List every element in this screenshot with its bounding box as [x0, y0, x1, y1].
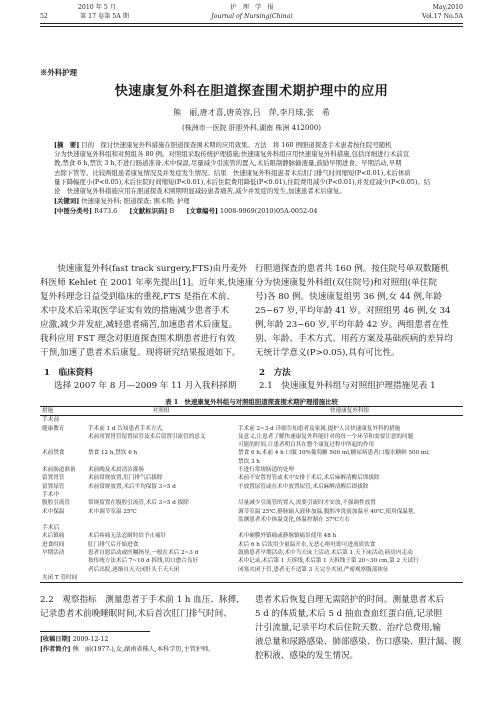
table-cell-fts — [236, 532, 463, 540]
table-cell-fts — [236, 474, 463, 482]
header-rule-thin — [40, 26, 463, 27]
abstract-line: 量下降幅度小(P<0.05),术后住院时间缩短(P<0.01),术后住院费用降低(P<0.01),住院费用减少(P<0.01),并发症减少(P<0.05)。结 — [54, 177, 431, 186]
table-section-row — [40, 524, 463, 532]
section-heading-clinical-data: 1 临床资料 — [44, 368, 93, 378]
body-line: 分为快速康复外科组(双住院号)和对照组(单住院 — [255, 278, 437, 288]
classification-line: [中图分类号] R473.6 [文献标识码] B [文章编号] 1008-9969(2010)05A-0052-04 — [54, 207, 318, 216]
table-cell-line: 术前常规放置,术后平均保留 3~5 d — [88, 483, 176, 490]
table-cell-line: 监测患者术中体温变化,体温控制在 37℃左右 — [238, 516, 351, 523]
sample-description — [255, 262, 463, 360]
table-cell-line: 患者自愿活动或医嘱指导,一般在术后 2~3 d — [88, 550, 199, 557]
footnote-rule — [40, 631, 150, 632]
table-cell-line: 术前用置胃管留置尿管及术后留置引流管的意义 — [88, 433, 206, 440]
document-code: B — [169, 207, 175, 216]
table — [40, 406, 463, 583]
table-section-label: 手术前 — [42, 417, 60, 424]
table-cell-item: 术前禁食 — [42, 450, 65, 457]
table-cell-line: 常规留置在腹腔引流管,术后 3~5 d 拔除 — [88, 500, 189, 507]
table-cell-line: 鼓励患者早期活动,术中当天床上活动,术后第 1 天下床活动,病房内走动 — [238, 550, 413, 557]
table-caption: 表 1 快速康复外科组与对照组胆道探查围术期护理措施比较 — [165, 398, 338, 406]
table-cell-item: 健康教育 — [42, 425, 65, 432]
table-cell-fts — [236, 466, 463, 474]
journal-subtitle: Journal of Nursing(China) — [211, 13, 293, 20]
article-number: 1008-9969(2010)05A-0052-04 — [220, 207, 318, 216]
table-cell-fts — [236, 574, 463, 583]
subsection-2-1: 2.1 快速康复外科组与对照组护理措施见表 1 — [259, 381, 436, 391]
table-cell-line: 按传统方法术后 7~10 d 拆线,切口愈合良好 — [88, 558, 198, 565]
table-cell-line: 术前常规放置,肛门排气后拔除 — [88, 475, 163, 482]
header-date: 2010 年 5 月 — [78, 4, 116, 11]
table-cell-control — [86, 574, 236, 583]
observation-indicators — [255, 593, 463, 663]
table-cell-fts — [236, 449, 463, 466]
body-line: 患者术后恢复自理无需陪护的时间。测量患者术后 — [255, 595, 445, 605]
abstract — [54, 141, 453, 217]
table-cell-control — [86, 483, 236, 491]
table-cell-fts — [236, 549, 463, 574]
table-cell-line: 手术前 1 d 告知患者手术方式, — [88, 425, 164, 432]
table-cell-item: 留置胃管 — [42, 475, 65, 482]
table-row — [40, 425, 463, 450]
authors: 熊 丽,唐才喜,唐英容,吕 萍,李月球,张 希 — [173, 108, 330, 117]
table-row — [40, 449, 463, 466]
abstract-line: 论 快速康复外科措施应用在胆道探查术围期明显减轻患者痛苦,减少并发症的发生,加速患者术后康复。 — [54, 187, 346, 196]
body-line: 行胆道探查的患者共 160 例。按住院号单双数随机 — [255, 264, 449, 274]
article-title: 快速康复外科在胆道探查围术期护理中的应用 — [114, 84, 389, 99]
affiliation: (株洲市一医院 肝胆外科,湖南 株洲 412000) — [181, 124, 322, 132]
table-row — [40, 574, 463, 583]
table-row — [40, 532, 463, 540]
received-date: [收稿日期] 2009-12-12 — [40, 636, 109, 643]
table-cell-line: 术中硬膜外镇痛或静脉镇痛泵使用 48 h — [238, 533, 337, 540]
intro-line: 术中及术后采取医学证实有效的措施减少患者手术 — [40, 306, 230, 316]
table-header-row — [40, 407, 463, 416]
header-issue: 第 17 卷第 5A 期 — [80, 13, 129, 20]
keywords: [关键词] 快速康复外科; 胆道探查; 围术期; 护理 — [54, 197, 190, 206]
abstract-line: 分为快速康复外科组和对照组各 80 例。对照组采取传统护理措施;快速康复外科组应用快速康复外科措施,包括详细进行术前宣 — [54, 150, 410, 159]
table-cell-line: 禁食 12 h,禁饮 6 h — [88, 450, 138, 457]
page-number: 52 — [40, 13, 48, 20]
intro-line: 快速康复外科(fast track surgery,FTS)由丹麦外 — [40, 264, 247, 274]
body-line: 25~67 岁,平均年龄 41 岁。对照组男 46 例,女 34 — [255, 306, 451, 316]
table-cell-control — [86, 499, 236, 507]
table-cell-item: 术后镇痛 — [42, 533, 65, 540]
table-row — [40, 466, 463, 474]
table-cell-control — [86, 449, 236, 466]
abstract-line: 教,禁食 6 h,禁饮 3 h,不进行肠道准备,术中保温,尽量减少引流管的置入,术后限制静脉输液量,鼓励早期进食、早期活动,早期 — [54, 159, 402, 168]
body-line: 腔积液、感染的发生情况。 — [255, 651, 359, 661]
section-1-text: 选择 2007 年 8 月—2009 年 11 月入我科择期 — [54, 381, 237, 391]
table-section-label: 手术后 — [42, 525, 60, 532]
body-line: 例,年龄 23~60 岁,平均年龄 42 岁。两组患者在性 — [255, 320, 449, 330]
table-cell-control — [86, 466, 236, 474]
table-cell-line: 者后出院,逐渐自天天闭肝头于天天闭 — [88, 566, 180, 573]
abstract-line: 去除下管等。比较两组患者康复情况及并发症发生情况。结果 快速康复外科组患者术后肛门排气时间缩短(P<0.01),术后体质 — [54, 168, 411, 177]
header-date-en: May,2010 — [432, 4, 463, 11]
table-cell-line: 尽量减少引流管的置入,需要引流时才安放,不强调性放置 — [238, 500, 376, 507]
table-cell-item: 留置尿管 — [42, 483, 65, 490]
table-cell-fts — [236, 499, 463, 507]
column-header: 对照组 — [152, 408, 170, 414]
table-cell-control — [86, 508, 236, 525]
introduction — [40, 262, 254, 360]
header-volume: Vol.17 No.5A — [422, 13, 463, 20]
table-section-row — [40, 416, 463, 425]
table-cell-item: 进食时间 — [42, 541, 65, 548]
table-cell-line: 术中调节室温 25℃ — [88, 508, 137, 515]
table-cell-line: 及意义,让患者了解快速康复外科能针对的每一个环节和需要注意的问题 — [238, 433, 414, 440]
body-line: 无统计学意义(P>0.05),具有可比性。 — [255, 348, 400, 358]
abstract-line: [摘 要] 目的 探讨快速康复外科措施在胆道探查围术期的应用效果。方法 将 160 例胆道探查手术患者按住院号随机 — [54, 141, 392, 149]
table-row — [40, 541, 463, 549]
intro-line: 我科应用 FST 理念对胆道探查围术期患者进行有效 — [40, 334, 235, 344]
table-cell-line: 术前晚及术晨清洁灌肠 — [88, 467, 144, 474]
body-line: 液总量和尿路感染、肺部感染、伤口感染、胆汁漏、腹 — [255, 637, 462, 647]
table-cell-line: 术中记录,术后第 1 天拆线,术后第 1 天拆线于第 20~30 cm,第 2 天试行 — [238, 558, 419, 565]
table-cell-control — [86, 532, 236, 540]
body-line: 5 d 的体质量,术后 5 d 抽血查血红蛋白值,记录胆 — [255, 609, 443, 619]
body-line: 汁引流量,记录平均术后住院天数、治疗总费用,输 — [255, 623, 441, 633]
table-section-label: 手术中 — [42, 491, 60, 498]
table-cell-line: 禁食 6 h;术前 4 h 口服 10%葡萄糖 500 ml,糖尿病患者口服水糖鲜 500 ml; — [238, 450, 430, 457]
table-cell-item: 术中保温 — [42, 508, 65, 515]
table-cell-item: 夹闭 T 管时间 — [42, 574, 78, 581]
table-cell-item: 术前肠道准备 — [42, 467, 76, 474]
table-cell-line: 术后疼痛无法忍耐时给予止痛针 — [88, 533, 167, 540]
table-cell-control — [86, 425, 236, 450]
body-line: 别、年龄、手术方式、用药方案及基础疾病的差异均 — [255, 334, 453, 344]
table-cell-line: 手术前 2~3 d 详细告知患者及家属,提护人员快速康复外科的措施 — [238, 425, 401, 432]
table-cell-line: 禁饮 3 h — [238, 458, 260, 465]
table-cell-line: 术前不安置胃管或术中安排于术后,术后麻醉清醒后即拔除 — [238, 475, 380, 482]
table-cell-fts — [236, 541, 463, 549]
keywords-tag: [关键词] — [54, 197, 80, 206]
table-cell-control — [86, 474, 236, 482]
table-cell-line: 调节室温 25℃,静脉输入液体加温,腹腔冲洗液加温至 40℃,使用保温毯, — [238, 508, 416, 515]
intro-line: 复外科理念日益受到临床的重视,FTS 是指在术前、 — [40, 292, 235, 302]
table-cell-line: 不放置尿管或在术中放置尿管,术后麻醉清醒后即拔除 — [238, 483, 369, 490]
table-cell-fts — [236, 483, 463, 491]
journal-title: 护 理 学 报 — [230, 4, 274, 11]
table-cell-fts — [236, 425, 463, 450]
header-rule — [40, 23, 463, 24]
footnote — [40, 635, 215, 655]
table-cell-item: 腹腔引流管 — [42, 500, 70, 507]
intro-line: 科医师 Kehlet 在 2001 年率先提出[1]。近年来,快速康 — [40, 278, 254, 288]
table-cell-fts — [236, 508, 463, 525]
subsection-2-2 — [40, 593, 248, 621]
table-section-row — [40, 491, 463, 499]
table-cell-line: 可能的时间,让患者明白其在整个康复过程中所起的作用 — [238, 442, 375, 449]
body-line: 号)各 80 例。快速康复组男 36 例,女 44 例,年龄 — [255, 292, 442, 302]
table-body — [40, 416, 463, 583]
table-cell-control — [86, 541, 236, 549]
table-row — [40, 508, 463, 525]
intro-line: 干预,加速了患者术后康复。现将研究结果报道如下。 — [40, 348, 241, 358]
table-row — [40, 499, 463, 507]
table-row — [40, 483, 463, 491]
table-row — [40, 549, 463, 574]
table-row — [40, 474, 463, 482]
body-line: 记录患者术前晚睡眠时间,术后首次肛门排气时间、 — [40, 609, 232, 619]
table-cell-control — [86, 549, 236, 574]
abstract-tag: [摘 要] — [54, 141, 80, 149]
table-cell-item: 早期活动 — [42, 550, 65, 557]
section-label: ※外科护理 — [40, 68, 77, 77]
column-header: 措施 — [42, 408, 54, 414]
table-cell-line: 肛门排气后开始进食 — [88, 541, 139, 548]
section-heading-methods: 2 方法 — [259, 368, 291, 378]
intro-line: 应激,减少并发症,减轻患者痛苦,加速患者术后康复。 — [40, 320, 238, 330]
comparison-table — [40, 406, 463, 583]
table-cell-line: 术后 6 h 后饮用少量温开水,无恶心呕吐即可进流质饮食 — [238, 541, 376, 548]
table-cell-line: 不进行常规肠道的处理 — [238, 467, 294, 474]
classification-number: R473.6 — [94, 207, 118, 216]
table-cell-line: 闭塞夹闭于管,患者无不适第 3 天完全夹闭,严密观察腹部体征 — [238, 566, 389, 573]
body-line: 2.2 观察指标 测量患者于手术前 1 h 血压、脉搏, — [40, 595, 239, 605]
column-header: 快速康复外科组 — [329, 408, 370, 414]
author-bio: [作者简介] 熊 丽(1977-),女,湖南省株人,本科学历,主管护师。 — [40, 646, 215, 653]
